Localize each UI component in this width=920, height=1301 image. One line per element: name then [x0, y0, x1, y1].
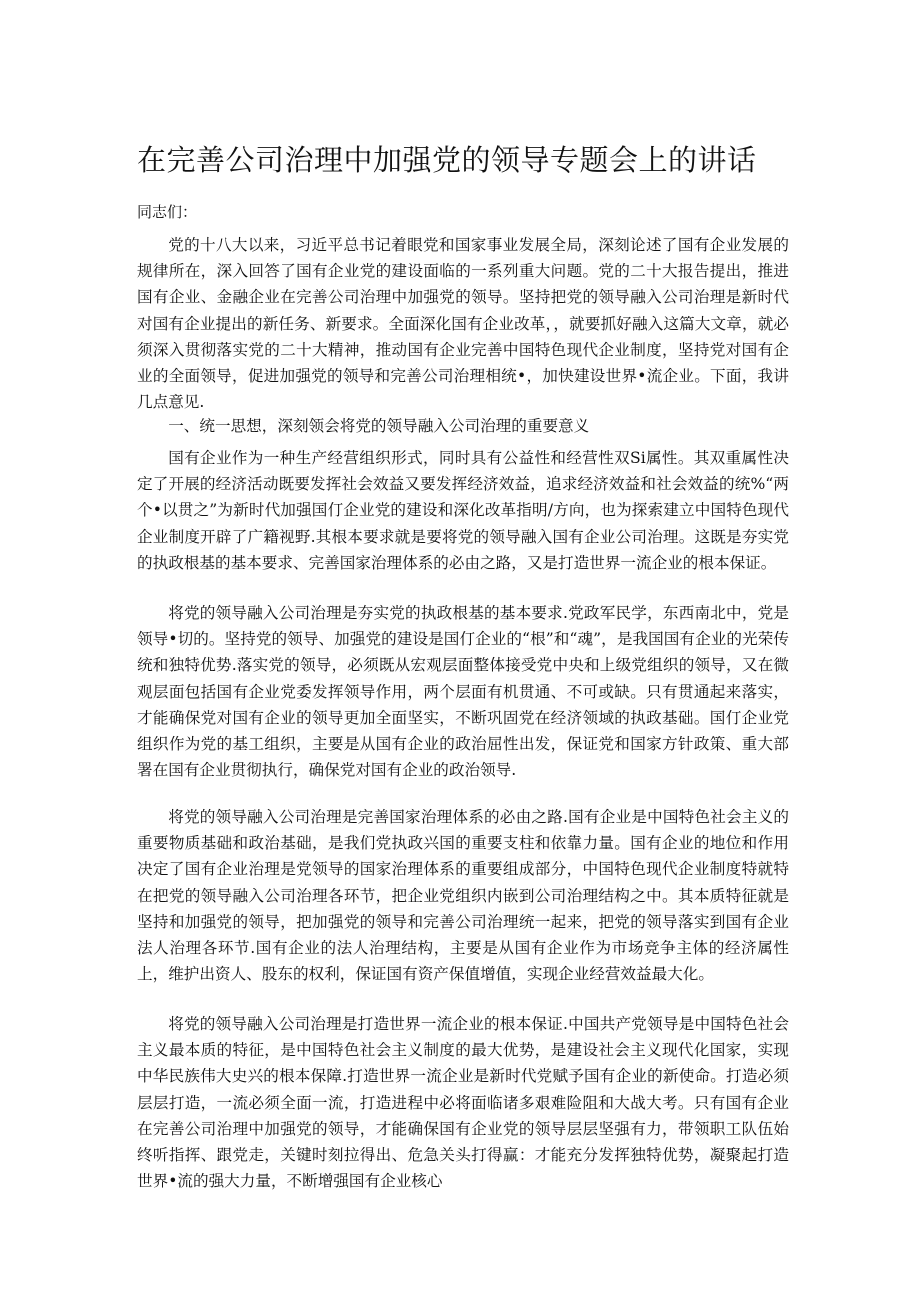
section-paragraph: 将党的领导融入公司治理是夯实党的执政根基的基本要求.党政军民学，东西南北中，党是领导•切的。坚持党的领导、加强党的建设是国仃企业的“根”和“魂”，是我国国有企业的光荣传统和独特优势.落实党的领导，必须既从宏观层面整体接受党中央和上级党组织的领导，又在微观层面包括国有企业党委发挥领导作用，两个层面有机贯通、不可或缺。只有贯通起来落实，才能确保党对国有企业的领导更加全面坚实，不断巩固党在经济领域的执政基础。国仃企业党组织作为党的基工组织，主要是从国有企业的政治屈性出发，保证党和国家方针政策、重大部署在国有企业贯彻执行，确保党对国有企业的政治领导. — [137, 604, 789, 780]
salutation: 同志们： — [137, 203, 198, 221]
document-title: 在完善公司治理中加强党的领导专题会上的讲话 — [137, 143, 757, 177]
section-paragraph: 国有企业作为一种生产经营组织形式，同时具有公益性和经营性双Si属性。其双重属性决定了开展的经济活动既要发挥社会效益又要发挥经济效益，追求经济效益和社会效益的统%“两个•以贯之”为新时代加强国仃企业党的建设和深化改革指明/方向，也为探索建立中国特色现代企业制度开辟了广籍视野.其根本要求就是要将党的领导融入国有企业公司治理。这既是夯实党的执政根基的基本要求、完善国家治理体系的必由之路，又是打造世界一流企业的根本保证。 — [137, 449, 789, 572]
section-paragraph: 将党的领导融入公司治理是完善国家治理体系的必由之路.国有企业是中国特色社会主义的重要物质基础和政治基础，是我们党执政兴国的重要支柱和依靠力量。国有企业的地位和作用决定了国有企业治理是党领导的国家治理体系的重要组成部分，中国特色现代企业制度特就特在把党的领导融入公司治理各环节，把企业党组织内嵌到公司治理结构之中。其本质特征就是坚持和加强党的领导，把加强党的领导和完善公司治理统一起来，把党的领导落实到国有企业法人治理各环节.国有企业的法人治理结构，主要是从国有企业作为市场竞争主体的经济属性上，维护出资人、股东的权利，保证国有资产保值增值，实现企业经营效益最大化。 — [137, 808, 789, 984]
section-paragraph: 将党的领导融入公司治理是打造世界一流企业的根本保证.中国共产党领导是中国特色社会主义最本质的特征，是中国特色社会主义制度的最大优势，是建设社会主义现代化国家，实现中华民族伟大史兴的根本保障.打造世界一流企业是新时代党赋予国有企业的新使命。打造必须层层打造，一流必须全面一流，打造进程中必将面临诸多艰难险阻和大战大考。只有国有企业在完善公司治理中加强党的领导，才能确保国有企业党的领导层层坚强有力，带领职工队伍始终听指挥、跟党走，关键时刻拉得出、危急关头打得赢：才能充分发挥独特优势，凝聚起打造世界•流的强大力量，不断增强国有企业核心 — [137, 1015, 789, 1191]
section-heading: 一、统一思想，深刻领会将党的领导融入公司治理的重要意义 — [168, 417, 590, 435]
intro-paragraph: 党的十八大以来，习近平总书记着眼党和国家事业发展全局，深刻论述了国有企业发展的规律所在，深入回答了国有企业党的建设面临的一系列重大问题。党的二十大报告提出，推进国有企业、金融企业在完善公司治理中加强党的领导。坚持把党的领导融入公司治理是新时代对国有企业提出的新任务、新要求。全面深化国有企业改革，，就要抓好融入这篇大文章，就必须深入贯彻落实党的二十大精神，推动国有企业完善中国特色现代企业制度，坚持党对国有企业的全面领导，促进加强党的领导和完善公司治理相统•，加快建设世界•流企业。下面，我讲几点意见. — [137, 236, 789, 412]
